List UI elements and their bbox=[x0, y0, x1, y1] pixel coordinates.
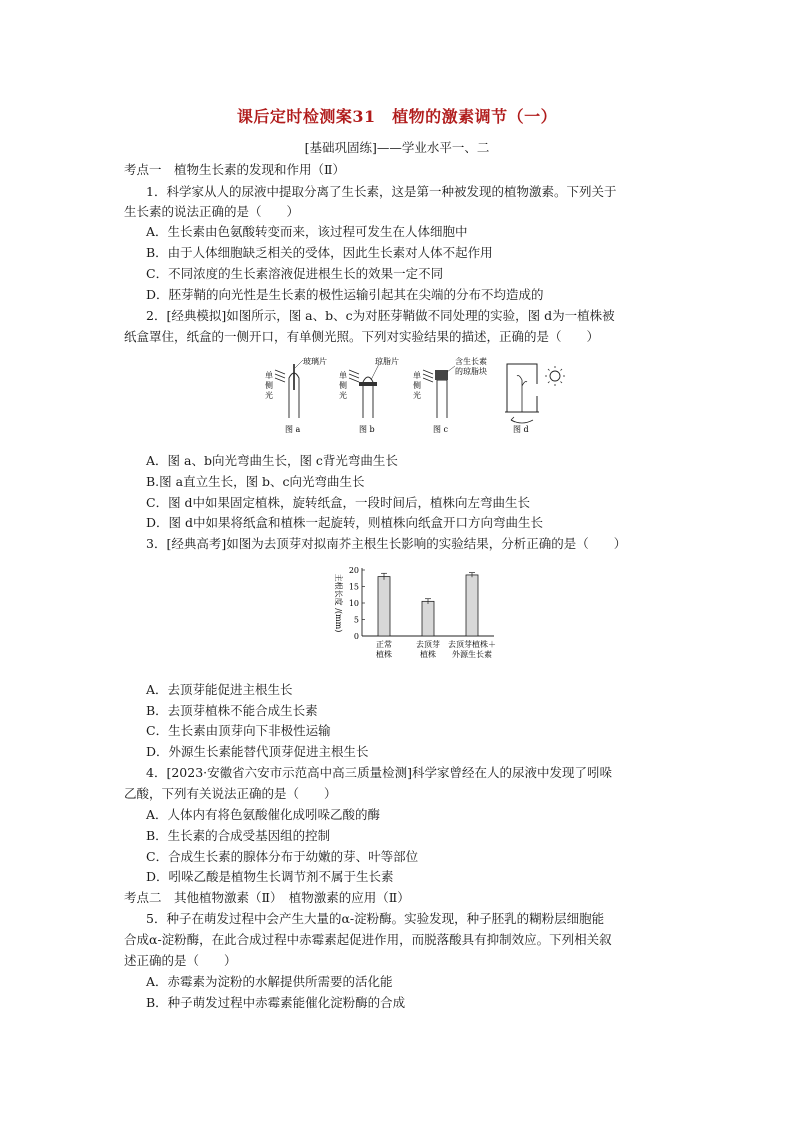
agar-sheet bbox=[359, 382, 377, 386]
q3-bar-chart bbox=[322, 562, 502, 670]
q1-stem-line1: 1．科学家从人的尿液中提取分离了生长素，这是第一种被发现的植物激素。下列关于 bbox=[146, 184, 617, 199]
bar bbox=[378, 577, 390, 636]
q5-stem-line3: 述正确的是（ ） bbox=[124, 953, 237, 968]
caption-c: 图 c bbox=[433, 425, 449, 434]
caption-a: 图 a bbox=[285, 425, 301, 434]
caption-b: 图 b bbox=[359, 425, 375, 434]
light-label-char: 单 bbox=[265, 371, 273, 380]
q4-stem-line2: 乙酸，下列有关说法正确的是（ ） bbox=[124, 786, 337, 801]
light-arrow bbox=[349, 374, 359, 378]
glass-label: 玻璃片 bbox=[303, 357, 327, 366]
light-arrow bbox=[275, 370, 285, 374]
q3-option-a: A．去顶芽能促进主根生长 bbox=[146, 682, 293, 697]
q2-option-b: B.图 a直立生长，图 b、c向光弯曲生长 bbox=[146, 474, 365, 489]
light-arrow bbox=[423, 370, 433, 374]
q2-stem-line1: 2．[经典模拟]如图所示，图 a、b、c为对胚芽鞘做不同处理的实验，图 d为一植株被 bbox=[146, 308, 615, 323]
q1-option-c: C．不同浓度的生长素溶液促进根生长的效果一定不同 bbox=[146, 266, 444, 281]
light-arrow bbox=[275, 378, 285, 382]
auxin-agar-block bbox=[435, 370, 448, 380]
auxin-agar-label: 的琼脂块 bbox=[455, 367, 487, 376]
section-heading-1: 考点一 植物生长素的发现和作用（Ⅱ） bbox=[124, 162, 345, 177]
q2-stem-line2: 纸盒罩住，纸盒的一侧开口，有单侧光照。下列对实验结果的描述，正确的是（ ） bbox=[124, 329, 600, 344]
q5-stem-line1: 5．种子在萌发过程中会产生大量的α-淀粉酶。实验发现，种子胚乳的糊粉层细胞能 bbox=[146, 911, 605, 926]
light-label-char: 侧 bbox=[265, 381, 273, 390]
y-tick-label: 15 bbox=[348, 582, 359, 592]
figure-c bbox=[413, 356, 487, 434]
category-label: 外源生长素 bbox=[452, 650, 492, 659]
q4-option-d: D．吲哚乙酸是植物生长调节剂不属于生长素 bbox=[146, 869, 394, 884]
q2-option-d: D．图 d中如果将纸盒和植株一起旋转，则植株向纸盒开口方向弯曲生长 bbox=[146, 515, 543, 530]
category-label: 去顶芽植株＋ bbox=[448, 640, 496, 649]
figure-b bbox=[339, 356, 399, 434]
y-tick-label: 10 bbox=[348, 599, 359, 608]
q2-option-a: A．图 a、b向光弯曲生长，图 c背光弯曲生长 bbox=[146, 453, 398, 468]
q5-stem-line2: 合成α-淀粉酶，在此合成过程中赤霉素起促进作用，而脱落酸具有抑制效应。下列相关叙 bbox=[124, 932, 612, 947]
auxin-agar-label: 含生长素 bbox=[455, 357, 487, 366]
label-leader bbox=[371, 364, 379, 380]
coleoptile bbox=[363, 386, 373, 418]
q3-stem: 3．[经典高考]如图为去顶芽对拟南芥主根生长影响的实验结果，分析正确的是（ ） bbox=[146, 536, 627, 551]
label-leader bbox=[447, 366, 455, 372]
light-label-char: 光 bbox=[339, 391, 347, 400]
q5-option-a: A．赤霉素为淀粉的水解提供所需要的活化能 bbox=[146, 974, 393, 989]
light-arrow bbox=[349, 378, 359, 382]
category-label: 去顶芽 bbox=[416, 640, 440, 649]
light-label-char: 侧 bbox=[413, 381, 421, 390]
q3-option-b: B．去顶芽植株不能合成生长素 bbox=[146, 703, 318, 718]
light-arrow bbox=[275, 374, 285, 378]
category-label: 正常 bbox=[376, 640, 392, 649]
light-label-char: 单 bbox=[413, 371, 421, 380]
y-tick-label: 0 bbox=[353, 632, 359, 641]
light-label-char: 单 bbox=[339, 371, 347, 380]
agar-label: 琼脂片 bbox=[375, 357, 399, 366]
figure-a bbox=[265, 356, 327, 434]
light-arrow bbox=[423, 378, 433, 382]
y-tick-label: 20 bbox=[348, 566, 359, 575]
light-label-char: 侧 bbox=[339, 381, 347, 390]
y-tick-label: 5 bbox=[353, 615, 359, 625]
category-label: 植株 bbox=[376, 650, 392, 659]
light-label-char: 光 bbox=[413, 391, 421, 400]
light-label-char: 光 bbox=[265, 391, 273, 400]
q1-stem-line2: 生长素的说法正确的是（ ） bbox=[124, 204, 300, 219]
q2-figure bbox=[255, 356, 575, 438]
figure-d bbox=[505, 364, 565, 434]
light-arrow bbox=[349, 370, 359, 374]
bar bbox=[466, 575, 478, 636]
category-label: 植株 bbox=[420, 650, 436, 659]
plant bbox=[517, 376, 527, 413]
page-subtitle: [基础巩固练]——学业水平一、二 bbox=[304, 140, 490, 155]
decapitated-coleoptile bbox=[437, 380, 447, 418]
chart-ylabel: 主根长度 /(mm) bbox=[334, 573, 343, 633]
bar bbox=[422, 601, 434, 636]
q2-option-c: C．图 d中如果固定植株，旋转纸盒，一段时间后，植株向左弯曲生长 bbox=[146, 495, 531, 510]
sun-icon bbox=[545, 366, 565, 386]
q4-option-b: B．生长素的合成受基因组的控制 bbox=[146, 828, 331, 843]
label-leader bbox=[295, 360, 303, 368]
q4-option-a: A．人体内有将色氨酸催化成吲哚乙酸的酶 bbox=[146, 807, 381, 822]
page-title: 课后定时检测案31 植物的激素调节（一） bbox=[236, 107, 558, 126]
light-arrow bbox=[423, 374, 433, 378]
q5-option-b: B．种子萌发过程中赤霉素能催化淀粉酶的合成 bbox=[146, 995, 406, 1010]
section-heading-2: 考点二 其他植物激素（Ⅱ） 植物激素的应用（Ⅱ） bbox=[124, 890, 410, 905]
q3-option-c: C．生长素由顶芽向下非极性运输 bbox=[146, 723, 331, 738]
q4-stem-line1: 4．[2023·安徽省六安市示范高中高三质量检测]科学家曾经在人的尿液中发现了吲哚 bbox=[146, 765, 612, 780]
q4-option-c: C．合成生长素的腺体分布于幼嫩的芽、叶等部位 bbox=[146, 849, 419, 864]
q1-option-d: D．胚芽鞘的向光性是生长素的极性运输引起其在尖端的分布不均造成的 bbox=[146, 287, 544, 302]
caption-d: 图 d bbox=[513, 425, 529, 434]
q1-option-a: A．生长素由色氨酸转变而来，该过程可发生在人体细胞中 bbox=[146, 224, 468, 239]
q1-option-b: B．由于人体细胞缺乏相关的受体，因此生长素对人体不起作用 bbox=[146, 245, 493, 260]
q3-option-d: D．外源生长素能替代顶芽促进主根生长 bbox=[146, 744, 369, 759]
